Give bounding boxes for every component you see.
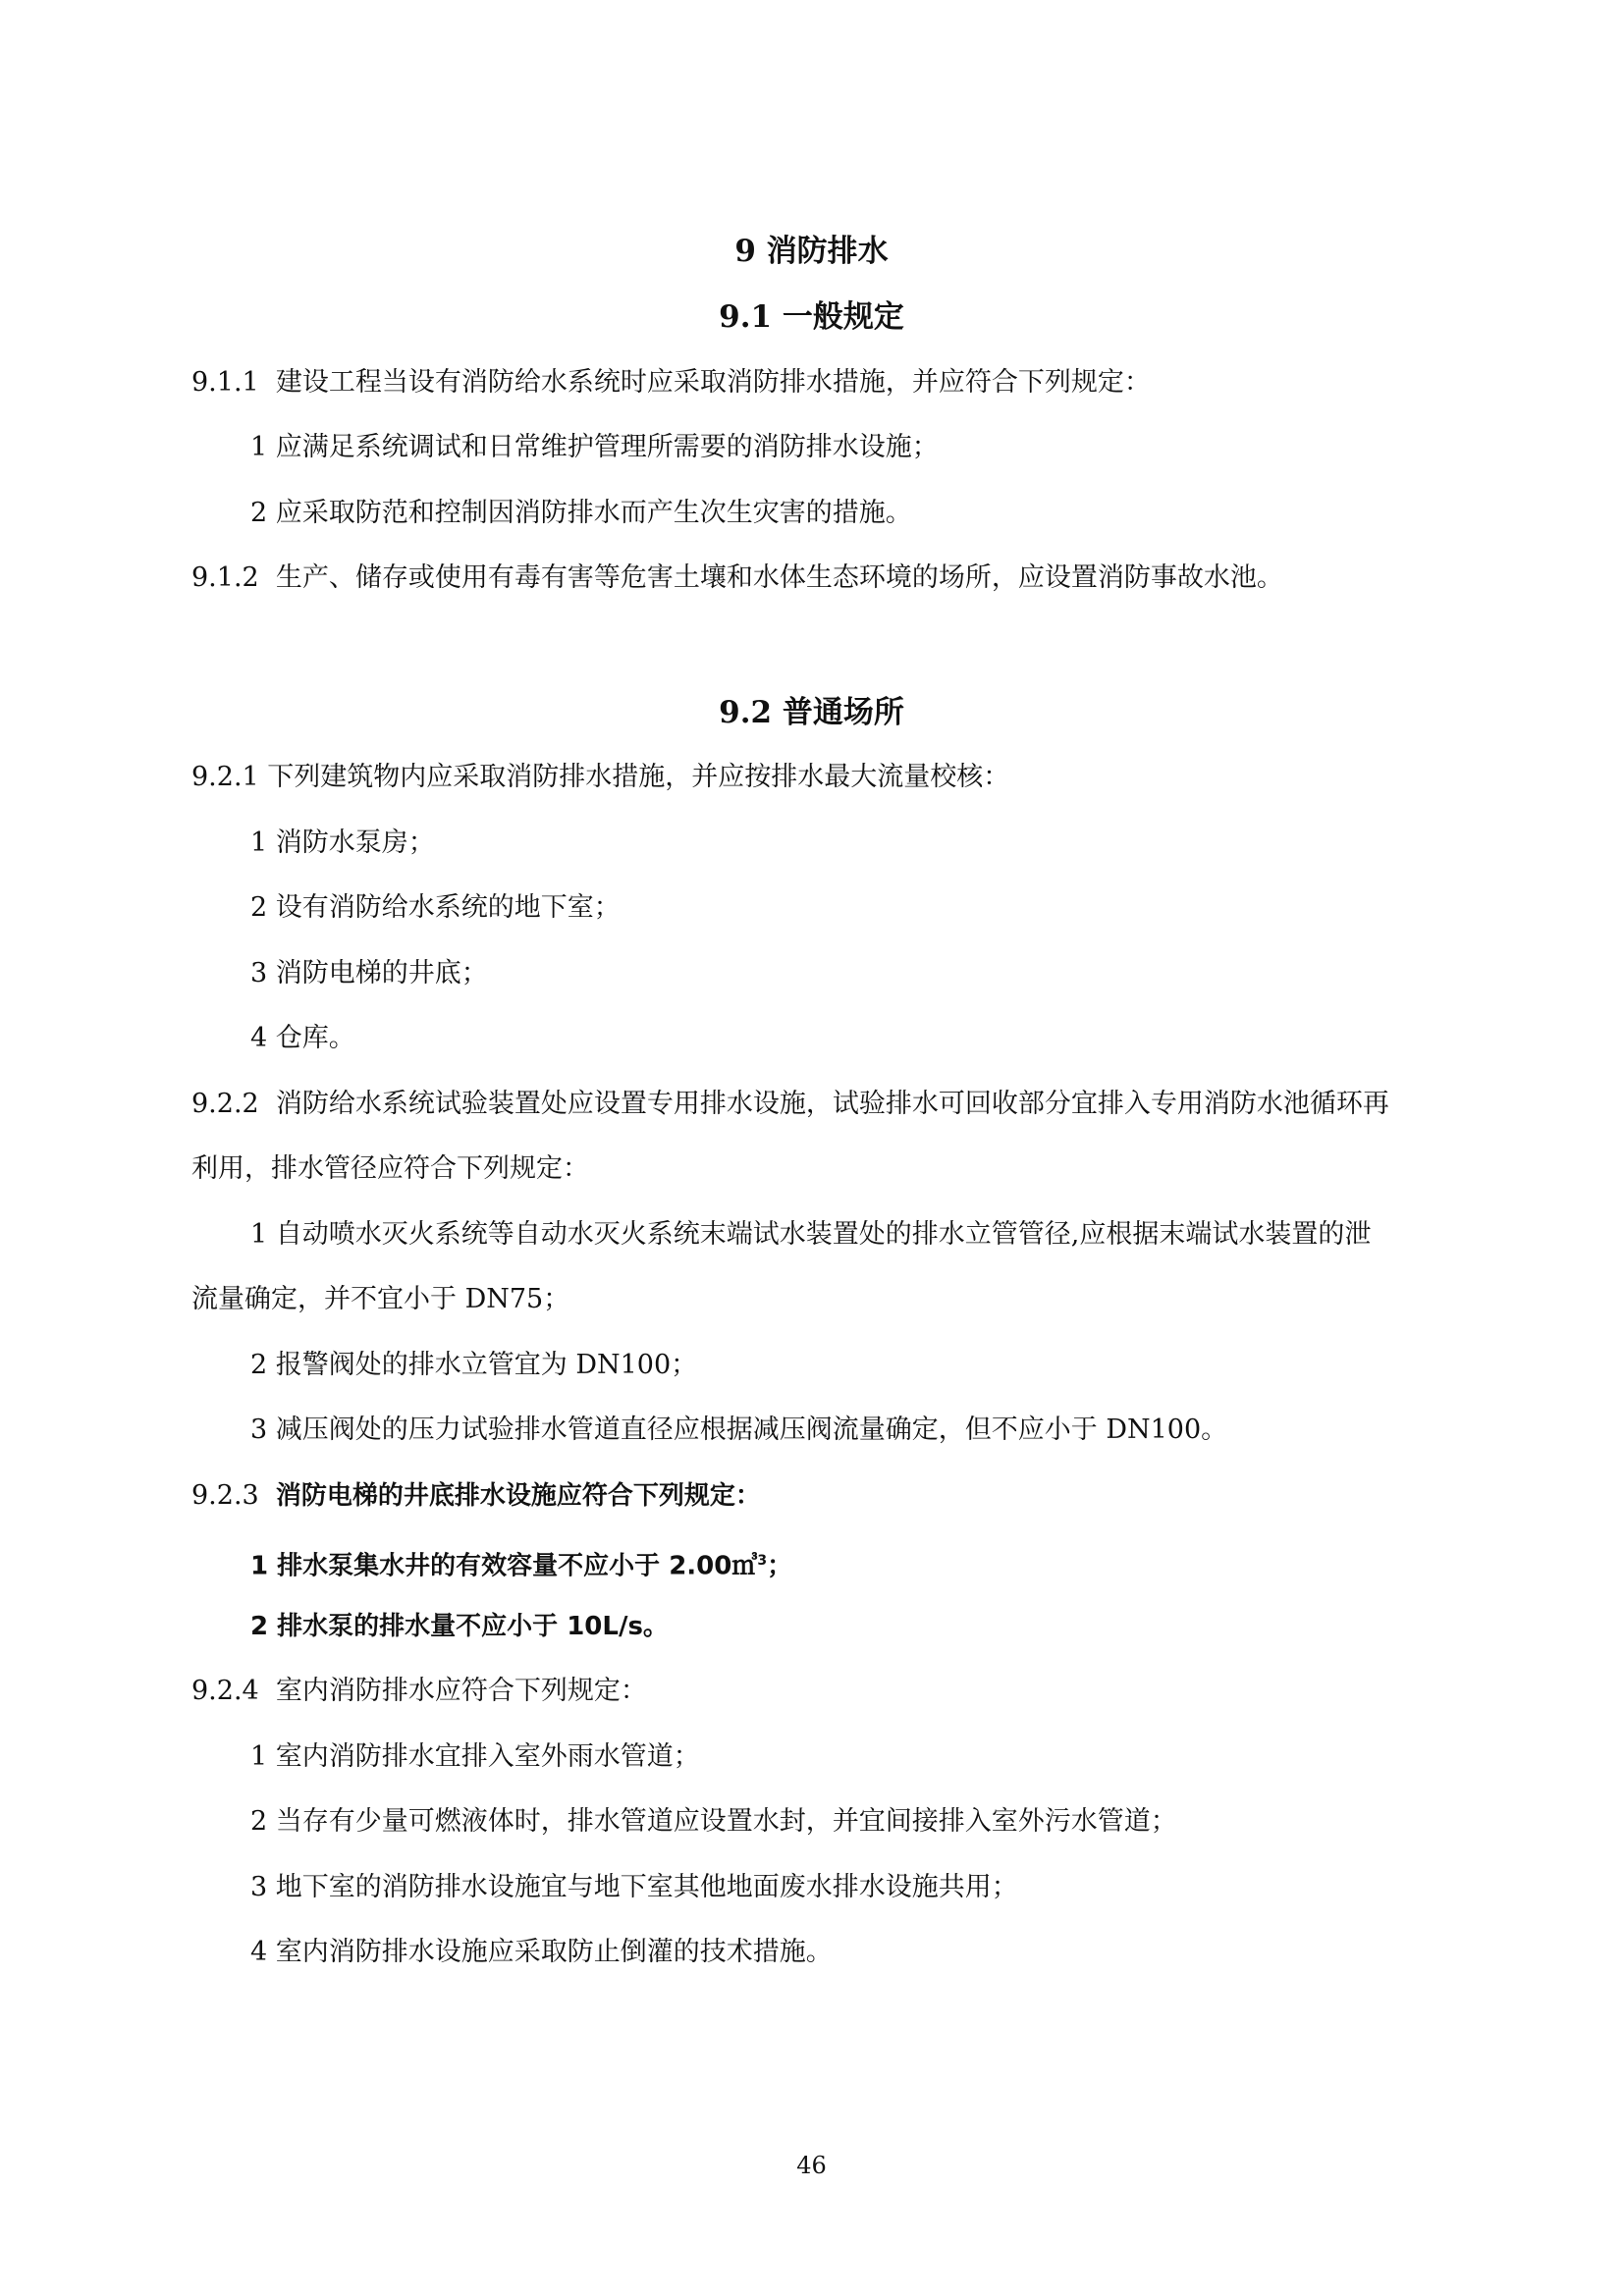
list-item-bold [250, 1541, 792, 1586]
list-item: 3 地下室的消防排水设施宜与地下室其他地面废水排水设施共用； [250, 1872, 1018, 1902]
list-item: 2 报警阀处的排水立管宜为 DN100； [250, 1350, 698, 1380]
clause-text: 室内消防排水应符合下列规定： [275, 1676, 647, 1706]
clause-number: 9.2.3 [191, 1480, 259, 1511]
chapter-title: 9 消防排水 [734, 234, 889, 269]
list-item: 3 减压阀处的压力试验排水管道直径应根据减压阀流量确定，但不应小于 DN100。 [250, 1415, 1228, 1445]
clause-9-2-3 [191, 1476, 761, 1516]
clause-number: 9.2.4 [191, 1676, 259, 1706]
clause-text-continued: 利用，排水管径应符合下列规定： [191, 1153, 589, 1184]
list-item: 1 消防水泵房； [250, 828, 435, 858]
list-item: 1 自动喷水灭火系统等自动水灭火系统末端试水装置处的排水立管管径,应根据末端试水装置的泄 [250, 1219, 1372, 1250]
list-item: 1 应满足系统调试和日常维护管理所需要的消防排水设施； [250, 432, 939, 462]
list-item: 3 消防电梯的井底； [250, 958, 488, 988]
list-item-continued: 流量确定，并不宜小于 DN75； [191, 1284, 570, 1314]
superscript: 3 [757, 1553, 768, 1569]
section-title-9-2: 9.2 普通场所 [719, 695, 904, 730]
clause-9-2-4 [191, 1672, 647, 1711]
list-item-bold: 2 排水泵的排水量不应小于 10L/s。 [250, 1612, 669, 1641]
clause-number: 9.2.2 [191, 1089, 259, 1119]
list-item: 4 室内消防排水设施应采取防止倒灌的技术措施。 [250, 1937, 833, 1967]
section-title-9-1: 9.1 一般规定 [719, 299, 904, 335]
list-item: 2 应采取防范和控制因消防排水而产生次生灾害的措施。 [250, 498, 912, 528]
item-end: ； [767, 1551, 793, 1581]
clause-text: 建设工程当设有消防给水系统时应采取消防排水措施，并应符合下列规定： [275, 367, 1151, 398]
clause-text: 生产、储存或使用有毒有害等危害土壤和水体生态环境的场所，应设置消防事故水池。 [275, 562, 1283, 593]
clause-9-1-2 [191, 559, 1283, 598]
clause-9-2-2 [191, 1085, 1389, 1124]
clause-text: 消防电梯的井底排水设施应符合下列规定： [275, 1481, 761, 1511]
list-item: 2 当存有少量可燃液体时，排水管道应设置水封，并宜间接排入室外污水管道； [250, 1806, 1177, 1837]
clause-9-2-1 [191, 758, 1009, 797]
clause-9-1-1 [191, 363, 1151, 402]
list-item: 4 仓库。 [250, 1023, 355, 1053]
list-item: 1 室内消防排水宜排入室外雨水管道； [250, 1741, 700, 1772]
clause-text: 下列建筑物内应采取消防排水措施，并应按排水最大流量校核： [267, 762, 1010, 792]
clause-number: 9.1.1 [191, 367, 259, 398]
clause-number: 9.2.1 [191, 762, 259, 792]
page-number: 46 [796, 2152, 827, 2179]
item-text: 1 排水泵集水井的有效容量不应小于 2.00㎥ [250, 1551, 758, 1581]
clause-text: 消防给水系统试验装置处应设置专用排水设施，试验排水可回收部分宜排入专用消防水池循环再 [275, 1089, 1389, 1119]
list-item: 2 设有消防给水系统的地下室； [250, 892, 621, 923]
clause-number: 9.1.2 [191, 562, 259, 593]
